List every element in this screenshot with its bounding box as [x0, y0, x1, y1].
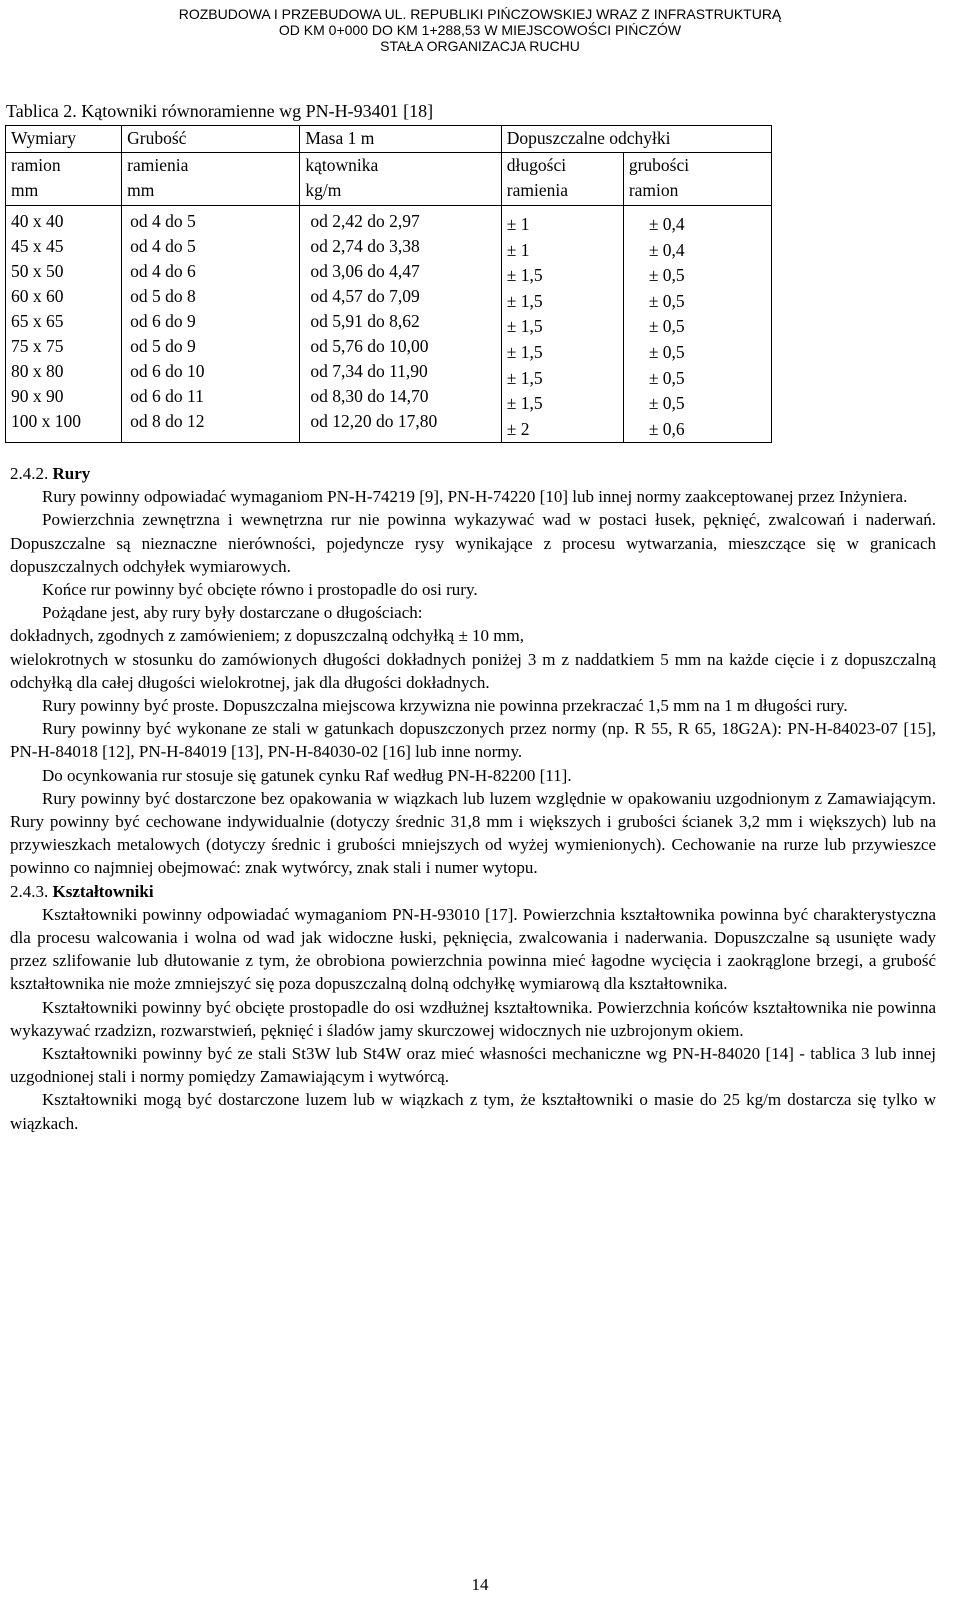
subheader-ramion: ramion mm: [6, 153, 122, 206]
paragraph: Kształtowniki powinny odpowiadać wymaganiom PN-H-93010 [17]. Powierzchnia kształtownika powinna być charakterystyczna dla procesu walcowania i wolna od wad jak widoczne łuski, pęknięcia, zwalcowania i naderwania. Dopuszczalne są usunięte wady przez szlifowanie lub dłutowanie z tym, że obrobiona powierzchnia powinna mieć łagodne wycięcia i zaokrąglone brzegi, a grubość kształtownika nie może zmniejszyć się poza dopuszczalną dolną odchyłkę wymiarową dla kształtownika.: [10, 904, 936, 994]
subheader-grubosci: grubości ramion: [623, 153, 771, 206]
header-line-3: STAŁA ORGANIZACJA RUCHU: [380, 38, 580, 54]
section-heading-rury: 2.4.2. Rury: [10, 464, 91, 483]
subheader-ramienia: ramienia mm: [122, 153, 300, 206]
subheader-dlugosci: długości ramienia: [501, 153, 623, 206]
paragraph: Kształtowniki mogą być dostarczone luzem lub w wiązkach z tym, że kształtowniki o masie do 25 kg/m dostarcza się tylko w wiązkach.: [10, 1090, 936, 1133]
document-header: [0, 6, 960, 54]
paragraph: dokładnych, zgodnych z zamówieniem; z dopuszczalną odchyłką ± 10 mm,: [10, 626, 524, 646]
paragraph: wielokrotnych w stosunku do zamówionych długości dokładnych poniżej 3 m z naddatkiem 5 mm na każde cięcie i z dopuszczalną odchyłką dla całej długości wielokrotnej, jak dla długości dokładnych.: [10, 649, 936, 692]
header-line-1: ROZBUDOWA I PRZEBUDOWA UL. REPUBLIKI PIŃCZOWSKIEJ WRAZ Z INFRASTRUKTURĄ: [178, 6, 782, 22]
header-grubosc: Grubość: [122, 126, 300, 153]
header-odchylki: Dopuszczalne odchyłki: [501, 126, 771, 153]
header-masa: Masa 1 m: [300, 126, 501, 153]
paragraph: Pożądane jest, aby rury były dostarczane o długościach:: [42, 603, 423, 623]
table-header-row-1: [6, 126, 772, 153]
paragraph: Do ocynkowania rur stosuje się gatunek cynku Raf według PN-H-82200 [11].: [42, 765, 572, 785]
table-header-row-2: [6, 153, 772, 206]
col-grubosc: od 4 do 5 od 4 do 5 od 4 do 6 od 5 do 8 od 6 do 9 od 5 do 9 od 6 do 10 od 6 do 11 od 8 do 12: [122, 206, 300, 443]
paragraph: Kształtowniki powinny być ze stali St3W lub St4W oraz mieć własności mechaniczne wg PN-H-84020 [14] - tablica 3 lub innej uzgodnionej stali i normy pomiędzy Zamawiającym i wytwórcą.: [10, 1044, 936, 1087]
col-grubosc-ramion: ± 0,4 ± 0,4 ± 0,5 ± 0,5 ± 0,5 ± 0,5 ± 0,5 ± 0,5 ± 0,6: [623, 206, 771, 443]
paragraph: Powierzchnia zewnętrzna i wewnętrzna rur nie powinna wykazywać wad w postaci łusek, pęknięć, zwalcowań i naderwań. Dopuszczalne są nieznaczne nierówności, pojedyncze rysy wynikające z procesu wytwarzania, mieszczące się w granicach dopuszczalnych odchyłek wymiarowych.: [10, 510, 936, 576]
paragraph: Rury powinny być proste. Dopuszczalna miejscowa krzywizna nie powinna przekraczać 1,5 mm na 1 m długości rury.: [42, 696, 848, 716]
col-masa: od 2,42 do 2,97 od 2,74 do 3,38 od 3,06 do 4,47 od 4,57 do 7,09 od 5,91 do 8,62 od 5,76 do 10,00 od 7,34 do 11,90 od 8,30 do 14,70 od 12,20 do 17,80: [300, 206, 501, 443]
table-body-row: [6, 206, 772, 443]
col-wymiary: 40 x 40 45 x 45 50 x 50 60 x 60 65 x 65 75 x 75 80 x 80 90 x 90 100 x 100: [6, 206, 122, 443]
page-number: 14: [471, 1575, 489, 1594]
paragraph: Rury powinny odpowiadać wymaganiom PN-H-74219 [9], PN-H-74220 [10] lub innej normy zaakceptowanej przez Inżyniera.: [42, 487, 908, 507]
paragraph: Końce rur powinny być obcięte równo i prostopadle do osi rury.: [42, 580, 478, 600]
header-wymiary: Wymiary: [6, 126, 122, 153]
main-text: [10, 462, 936, 1135]
paragraph: Rury powinny być wykonane ze stali w gatunkach dopuszczonych przez normy (np. R 55, R 65, 18G2A): PN-H-84023-07 [15], PN-H-84018 [12], PN-H-84019 [13], PN-H-84030-02 [16] lub inne normy.: [10, 719, 936, 762]
angle-table: [5, 125, 772, 443]
col-dlugosc-ramienia: ± 1 ± 1 ± 1,5 ± 1,5 ± 1,5 ± 1,5 ± 1,5 ± 1,5 ± 2: [501, 206, 623, 443]
section-heading-ksztaltowniki: 2.4.3. Kształtowniki: [10, 881, 154, 901]
paragraph: Rury powinny być dostarczone bez opakowania w wiązkach lub luzem względnie w opakowaniu uzgodnionym z Zamawiającym. Rury powinny być cechowane indywidualnie (dotyczy średnic 31,8 mm i większych i grubości ścianek 3,2 mm i większych) lub na przywieszkach metalowych (dotyczy średnic i grubości mniejszych od wyżej wymienionych). Cechowanie na rurze lub przywieszce powinno co najmniej obejmować: znak wytwórcy, znak stali i numer wytopu.: [10, 788, 936, 878]
paragraph: Kształtowniki powinny być obcięte prostopadle do osi wzdłużnej kształtownika. Powierzchnia końców kształtownika nie powinna wykazywać rzadzizn, rozwarstwień, pęknięć i śladów jamy skurczowej widocznych nie uzbrojonym okiem.: [10, 997, 936, 1040]
header-line-2: OD KM 0+000 DO KM 1+288,53 W MIEJSCOWOŚCI PIŃCZÓW: [278, 22, 682, 38]
table-caption: Tablica 2. Kątowniki równoramienne wg PN-H-93401 [18]: [6, 101, 434, 121]
subheader-katownika: kątownika kg/m: [300, 153, 501, 206]
